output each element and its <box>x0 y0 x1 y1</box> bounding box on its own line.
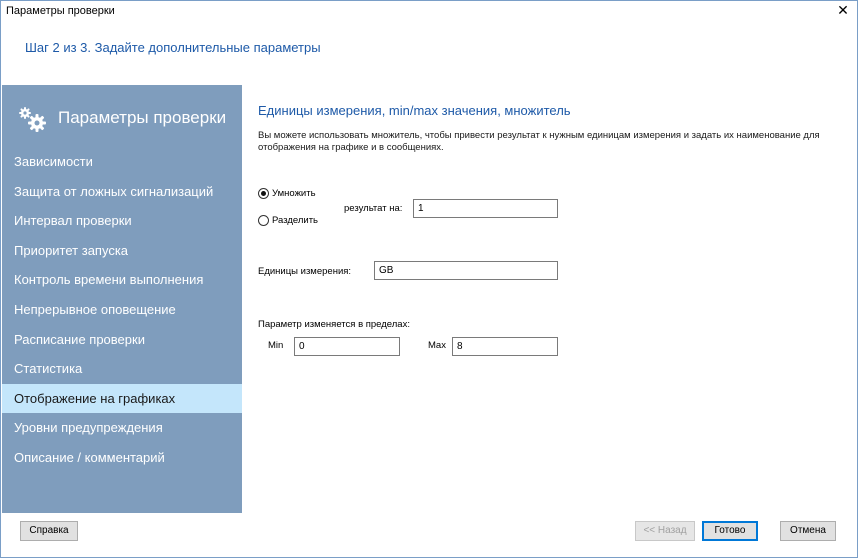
sidebar-item-description[interactable]: Описание / комментарий <box>14 449 165 465</box>
section-description: Вы можете использовать множитель, чтобы привести результат к нужным единицам измерения и задать их наименование для отображения на графике и в сообщениях. <box>258 130 820 153</box>
max-label: Max <box>428 340 446 351</box>
main-content <box>258 85 848 513</box>
sidebar-item-statistics[interactable]: Статистика <box>14 361 83 377</box>
cancel-button[interactable]: Отмена <box>780 521 836 541</box>
multiply-radio[interactable] <box>258 188 316 199</box>
help-button[interactable]: Справка <box>20 521 78 541</box>
finish-button[interactable]: Готово <box>702 521 758 541</box>
sidebar-nav <box>2 147 242 473</box>
radio-unchecked-icon <box>258 215 269 226</box>
range-label: Параметр изменяется в пределах: <box>258 319 410 330</box>
back-button[interactable]: << Назад <box>635 521 695 541</box>
units-input[interactable] <box>374 261 558 280</box>
step-header: Шаг 2 из 3. Задайте дополнительные параметры <box>25 40 321 55</box>
title-bar <box>1 1 857 21</box>
sidebar-item-launch-priority[interactable]: Приоритет запуска <box>14 242 129 258</box>
max-input[interactable] <box>452 337 558 356</box>
radio-checked-icon <box>258 188 269 199</box>
units-label: Единицы измерения: <box>258 266 352 277</box>
sidebar-header <box>18 99 242 139</box>
sidebar <box>2 85 242 513</box>
result-label: результат на: <box>344 203 403 214</box>
sidebar-item-execution-time-control[interactable]: Контроль времени выполнения <box>14 272 204 288</box>
sidebar-item-graph-display[interactable]: Отображение на графиках <box>2 384 242 414</box>
multiplier-input[interactable] <box>413 199 558 218</box>
multiply-label: Умножить <box>272 188 316 199</box>
sidebar-item-check-schedule[interactable]: Расписание проверки <box>14 331 145 347</box>
close-icon[interactable]: ✕ <box>837 2 849 18</box>
divide-label: Разделить <box>272 215 319 226</box>
sidebar-item-false-alarm-protection[interactable]: Защита от ложных сигнализаций <box>14 183 214 199</box>
sidebar-item-check-interval[interactable]: Интервал проверки <box>14 213 132 229</box>
divide-radio[interactable] <box>258 215 318 226</box>
sidebar-item-dependencies[interactable]: Зависимости <box>14 154 93 169</box>
sidebar-item-warning-levels[interactable]: Уровни предупреждения <box>14 420 163 436</box>
section-title: Единицы измерения, min/max значения, множитель <box>258 103 571 118</box>
gears-icon <box>18 105 48 133</box>
min-label: Min <box>268 340 284 351</box>
sidebar-item-continuous-alert[interactable]: Непрерывное оповещение <box>14 301 176 317</box>
window-title: Параметры проверки <box>6 5 115 17</box>
min-input[interactable] <box>294 337 400 356</box>
sidebar-title: Параметры проверки <box>58 108 227 127</box>
